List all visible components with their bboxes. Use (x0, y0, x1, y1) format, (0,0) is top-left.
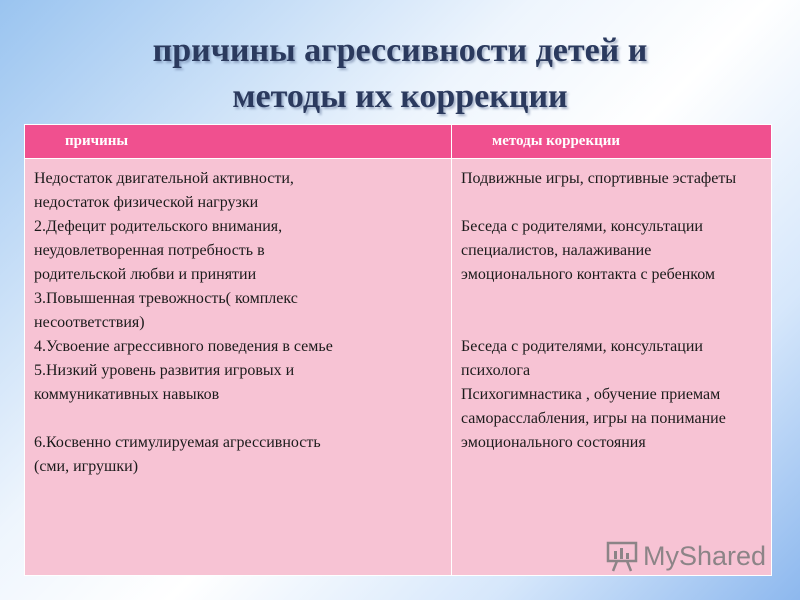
cause-2-line-1: 2.Дефецит родительского внимания, (34, 218, 283, 235)
causes-cell (25, 159, 452, 576)
method-2-line-2: специалистов, налаживание (461, 242, 652, 259)
title-line-1: причины агрессивности детей и (152, 32, 648, 69)
cause-5-line-1: 5.Низкий уровень развития игровых и (34, 362, 295, 379)
methods-cell (452, 159, 772, 576)
table-row (25, 159, 772, 576)
cause-5-line-2: коммуникативных навыков (34, 386, 220, 403)
method-2-line-1: Беседа с родителями, консультации (461, 218, 703, 235)
table-header-row (25, 125, 772, 159)
cause-3-line-2: несоответствия) (34, 314, 145, 331)
method-4-line-3: эмоционального состояния (461, 434, 646, 451)
spacer (34, 407, 443, 431)
myshared-watermark (605, 536, 766, 576)
method-2-line-3: эмоционального контакта с ребенком (461, 266, 716, 283)
method-4-line-2: саморасслабления, игры на понимание (461, 410, 726, 427)
cause-2-line-3: родительской любви и принятии (34, 266, 257, 283)
cause-6-line-2: (сми, игрушки) (34, 458, 139, 475)
method-1: Подвижные игры, спортивные эстафеты (461, 170, 737, 187)
cause-4: 4.Усвоение агрессивного поведения в семье (34, 338, 333, 355)
spacer (461, 191, 763, 215)
cause-1-line-2: недостаток физической нагрузки (34, 194, 259, 211)
page-title (0, 28, 800, 120)
header-causes: причины (25, 125, 452, 159)
cause-3-line-1: 3.Повышенная тревожность( комплекс (34, 290, 298, 307)
presentation-board-icon (605, 539, 639, 573)
cause-1-line-1: Недостаток двигательной активности, (34, 170, 294, 187)
method-3-line-2: психолога (461, 362, 531, 379)
cause-6-line-1: 6.Косвенно стимулируемая агрессивность (34, 434, 321, 451)
watermark-text: MyShared (643, 540, 767, 571)
spacer (461, 287, 763, 335)
title-line-2: методы их коррекции (232, 78, 568, 115)
causes-methods-table (24, 124, 772, 576)
header-methods: методы коррекции (452, 125, 772, 159)
method-4-line-1: Психогимнастика , обучение приемам (461, 386, 721, 403)
method-3-line-1: Беседа с родителями, консультации (461, 338, 703, 355)
cause-2-line-2: неудовлетворенная потребность в (34, 242, 265, 259)
